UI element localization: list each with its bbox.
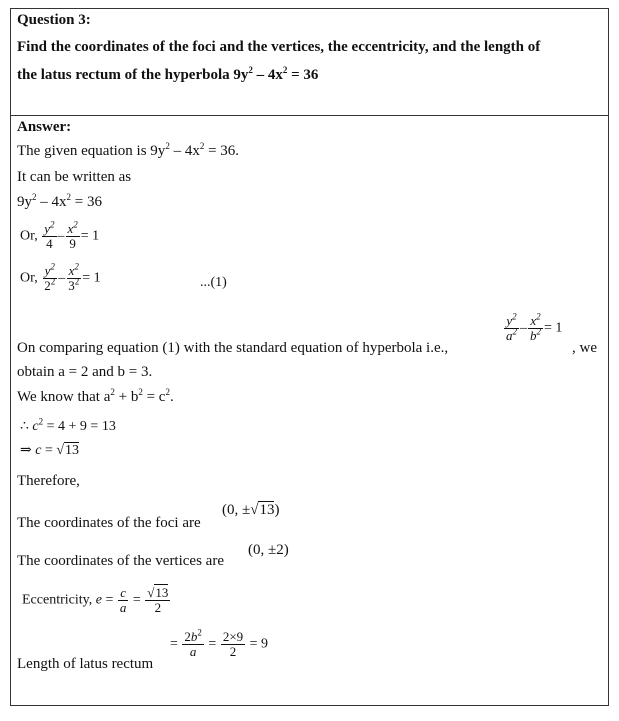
- equation-form-2: Or, $\frac{y^2}{2^2}$ – $\frac{x^2}{3^2}$ = 1: [20, 261, 101, 293]
- obtain-line: obtain a = 2 and b = 3.: [17, 364, 153, 380]
- vertices-value: (0, ±2): [248, 542, 289, 558]
- foci-value: (0, ±√13): [222, 502, 280, 518]
- equation-line: $9y^2 - 4x^2 = 36$: [17, 192, 102, 210]
- question-text-line1: Find the coordinates of the foci and the vertices, the eccentricity, and the length of: [17, 39, 541, 55]
- latus-rectum-label: Length of latus rectum: [17, 656, 154, 672]
- compare-line: On comparing equation (1) with the standard equation of hyperbola i.e.,: [17, 340, 449, 356]
- given-equation-line: The given equation is $9y^2 - 4x^2 = 36$.: [17, 141, 240, 159]
- therefore-line: Therefore,: [17, 473, 80, 489]
- know-line: We know that $a^2 + b^2 = c^2$.: [17, 387, 174, 405]
- equation-label: ...(1): [200, 275, 227, 290]
- foci-line: The coordinates of the foci are: [17, 515, 201, 531]
- latus-rectum-formula: = $\frac{2b^2}{a}$ = $\frac{2\times 9}{2}$ = 9: [170, 627, 269, 659]
- answer-heading: Answer:: [17, 119, 72, 135]
- c-squared-line: ∴ $c^2 = 4 + 9 = 13$: [20, 416, 116, 434]
- eccentricity-line: Eccentricity, e = $\frac{c}{a}$ = $\frac{√13}{2}$: [22, 585, 169, 615]
- question-box: [10, 8, 609, 116]
- vertices-line: The coordinates of the vertices are: [17, 553, 224, 569]
- question-text-line2: the latus rectum of the hyperbola $9y^2 - 4x^2 = 36$: [17, 65, 319, 83]
- compare-we: , we: [572, 340, 597, 356]
- written-as-line: It can be written as: [17, 169, 132, 185]
- equation-form-1: Or, $\frac{y^2}{4}$ – $\frac{x^2}{9}$ = 1: [20, 219, 100, 251]
- c-value-line: ⇒ c = √13: [20, 443, 80, 458]
- standard-hyperbola-equation: $\frac{y^2}{a^2}$ – $\frac{x^2}{b^2}$ = 1: [506, 311, 563, 343]
- question-heading: Question 3:: [17, 12, 91, 28]
